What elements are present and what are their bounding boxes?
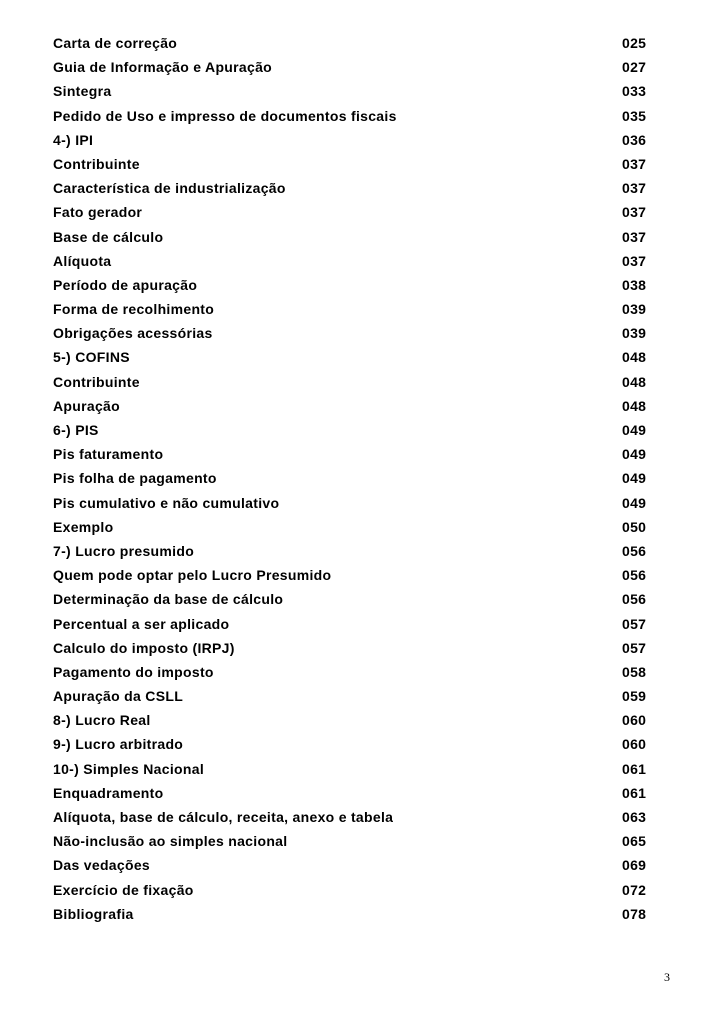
- toc-entry: [53, 563, 653, 587]
- toc-entry-title: 8-) Lucro Real: [53, 712, 151, 729]
- toc-entry-title: Alíquota, base de cálculo, receita, anexo e tabela: [53, 809, 394, 825]
- toc-entry-title: 9-) Lucro arbitrado: [53, 736, 184, 753]
- toc-entry-page: 039: [622, 301, 647, 318]
- toc-entry: [53, 152, 653, 176]
- toc-entry-title: Bibliografia: [53, 905, 134, 922]
- toc-entry-page: 057: [622, 615, 647, 632]
- toc-entry-page: 049: [622, 446, 647, 463]
- toc-entry: [53, 829, 653, 853]
- toc-entry: [53, 321, 653, 345]
- toc-entry-title: 10-) Simples Nacional: [53, 760, 205, 777]
- toc-entry: [53, 225, 653, 249]
- toc-entry-page: 056: [622, 542, 647, 559]
- toc-entry: [53, 612, 653, 636]
- toc-entry-title: Período de apuração: [53, 276, 198, 293]
- toc-entry: [53, 491, 653, 515]
- table-of-contents: [53, 31, 653, 926]
- toc-entry: [53, 200, 653, 224]
- toc-entry: [53, 345, 653, 369]
- toc-entry-page: 058: [622, 663, 647, 680]
- toc-entry-title: Guia de Informação e Apuração: [53, 59, 273, 76]
- toc-entry: [53, 394, 653, 418]
- toc-entry: [53, 757, 653, 781]
- toc-entry-title: Pagamento do imposto: [53, 663, 214, 680]
- toc-entry-page: 050: [622, 518, 647, 535]
- toc-entry-page: 078: [622, 905, 647, 922]
- toc-entry: [53, 104, 653, 128]
- toc-entry: [53, 587, 653, 611]
- toc-entry-title: Exemplo: [53, 518, 114, 535]
- toc-entry-page: 061: [622, 760, 647, 777]
- toc-entry-title: 4-) IPI: [53, 131, 94, 148]
- toc-entry: [53, 466, 653, 490]
- toc-entry-title: Enquadramento: [53, 784, 164, 801]
- toc-entry-page: 037: [622, 180, 647, 197]
- toc-entry-title: Percentual a ser aplicado: [53, 615, 230, 632]
- toc-entry-page: 060: [622, 712, 647, 729]
- toc-entry-page: 025: [622, 35, 647, 51]
- toc-entry-title: Das vedações: [53, 857, 150, 874]
- toc-entry-title: Sintegra: [53, 83, 112, 100]
- toc-entry-title: Quem pode optar pelo Lucro Presumido: [53, 567, 332, 584]
- toc-entry-title: 7-) Lucro presumido: [53, 542, 195, 559]
- toc-entry-title: Característica de industrialização: [53, 180, 286, 197]
- toc-entry: [53, 805, 653, 829]
- toc-entry-title: Calculo do imposto (IRPJ): [53, 639, 235, 656]
- toc-entry: [53, 853, 653, 877]
- toc-entry-page: 039: [622, 325, 647, 342]
- toc-entry-title: Pedido de Uso e impresso de documentos fiscais: [53, 107, 397, 124]
- toc-entry-page: 060: [622, 736, 647, 753]
- toc-entry-title: Forma de recolhimento: [53, 301, 215, 318]
- toc-entry: [53, 297, 653, 321]
- toc-entry-page: 037: [622, 204, 647, 221]
- toc-entry: [53, 418, 653, 442]
- toc-entry-page: 059: [622, 688, 647, 705]
- toc-entry: [53, 55, 653, 79]
- toc-entry-page: 033: [622, 83, 647, 100]
- toc-entry-page: 061: [622, 784, 647, 801]
- toc-entry-page: 065: [622, 833, 647, 850]
- toc-entry: [53, 660, 653, 684]
- toc-entry-page: 037: [622, 228, 647, 245]
- toc-entry-title: Contribuinte: [53, 373, 140, 390]
- toc-entry: [53, 79, 653, 103]
- toc-entry-title: 6-) PIS: [53, 422, 99, 438]
- toc-entry-page: 063: [622, 809, 647, 825]
- toc-entry: [53, 442, 653, 466]
- toc-entry: [53, 176, 653, 200]
- toc-entry: [53, 636, 653, 660]
- toc-entry-page: 038: [622, 276, 647, 293]
- toc-entry-page: 049: [622, 494, 647, 511]
- toc-entry-title: Apuração: [53, 397, 120, 414]
- toc-entry: [53, 708, 653, 732]
- toc-entry-page: 056: [622, 591, 647, 608]
- toc-entry-page: 056: [622, 567, 647, 584]
- toc-entry-title: Determinação da base de cálculo: [53, 591, 284, 608]
- toc-entry-title: Exercício de fixação: [53, 881, 194, 898]
- toc-entry: [53, 31, 653, 55]
- toc-entry-page: 048: [622, 349, 647, 366]
- toc-entry: [53, 515, 653, 539]
- toc-entry-title: Obrigações acessórias: [53, 325, 213, 342]
- toc-entry-page: 048: [622, 373, 647, 390]
- toc-entry-page: 027: [622, 59, 647, 76]
- toc-entry: [53, 902, 653, 926]
- toc-entry: [53, 539, 653, 563]
- toc-entry-page: 048: [622, 397, 647, 414]
- toc-entry-title: Pis folha de pagamento: [53, 470, 217, 487]
- toc-entry-title: Alíquota: [53, 252, 112, 269]
- toc-entry: [53, 781, 653, 805]
- toc-entry-page: 037: [622, 252, 647, 269]
- toc-entry-title: Carta de correção: [53, 35, 178, 51]
- toc-entry: [53, 128, 653, 152]
- toc-entry: [53, 273, 653, 297]
- toc-entry-page: 072: [622, 881, 647, 898]
- toc-entry-title: Não-inclusão ao simples nacional: [53, 833, 288, 850]
- toc-entry-page: 035: [622, 107, 647, 124]
- toc-entry-title: Base de cálculo: [53, 228, 164, 245]
- toc-entry-page: 069: [622, 857, 647, 874]
- toc-entry: [53, 878, 653, 902]
- toc-entry: [53, 732, 653, 756]
- toc-entry-title: Pis faturamento: [53, 446, 164, 463]
- toc-entry-page: 057: [622, 639, 647, 656]
- toc-entry-page: 037: [622, 155, 647, 172]
- toc-entry-page: 049: [622, 422, 647, 438]
- toc-entry-title: Pis cumulativo e não cumulativo: [53, 494, 280, 511]
- toc-entry-title: 5-) COFINS: [53, 349, 130, 366]
- toc-entry: [53, 370, 653, 394]
- toc-entry-page: 036: [622, 131, 647, 148]
- toc-entry: [53, 249, 653, 273]
- toc-entry-title: Fato gerador: [53, 204, 143, 221]
- toc-entry-page: 049: [622, 470, 647, 487]
- toc-entry-title: Contribuinte: [53, 155, 140, 172]
- toc-entry: [53, 684, 653, 708]
- toc-entry-title: Apuração da CSLL: [53, 688, 184, 705]
- page-number: 3: [664, 970, 670, 984]
